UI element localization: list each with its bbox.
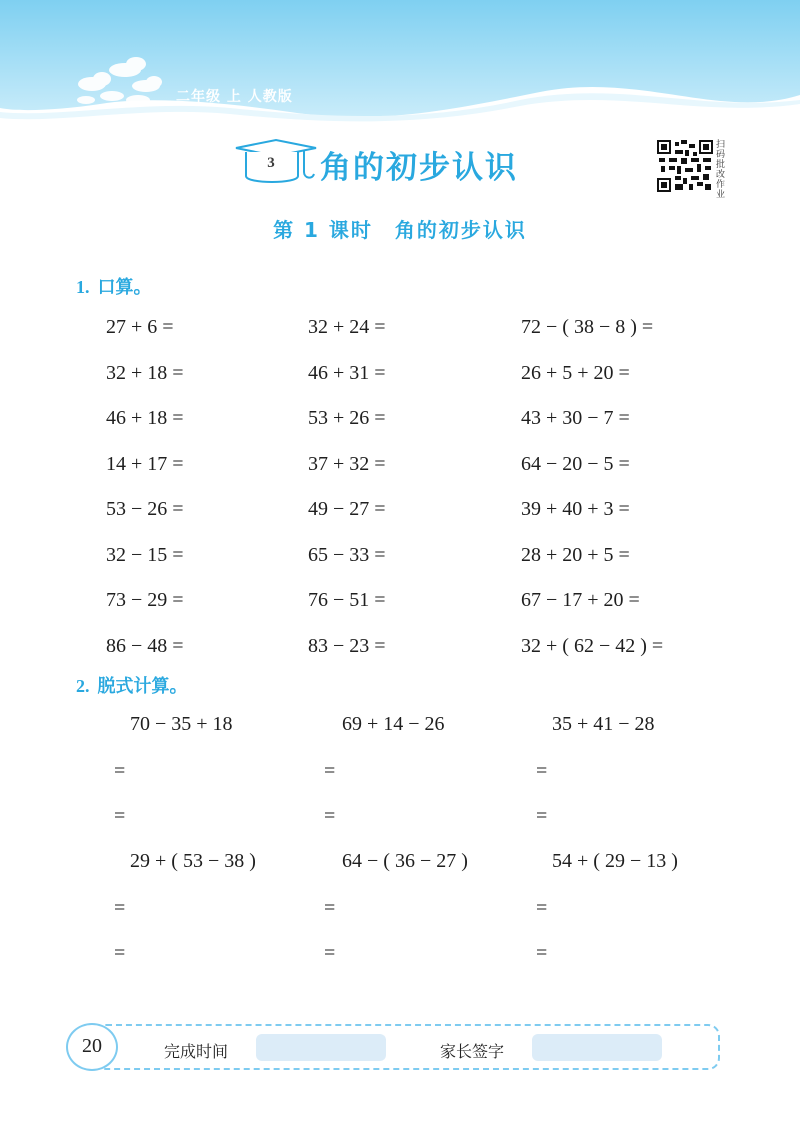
- mental-math-item: 53 − 26 =: [106, 498, 184, 520]
- header-wave-band: [0, 0, 800, 130]
- mental-math-item: 37 + 32 =: [308, 453, 386, 475]
- answer-step-line[interactable]: =: [324, 760, 336, 782]
- parent-signature-field[interactable]: [532, 1034, 662, 1061]
- mental-math-item: 28 + 20 + 5 =: [521, 544, 630, 566]
- mental-math-item: 39 + 40 + 3 =: [521, 498, 630, 520]
- parent-signature-label: 家长签字: [440, 1042, 505, 1061]
- section2-number: 2.: [76, 676, 90, 696]
- answer-step-line[interactable]: =: [536, 805, 548, 827]
- mental-math-item: 53 + 26 =: [308, 407, 386, 429]
- grade-label: 二年级 上 人教版: [176, 89, 293, 105]
- unit-title: 角的初步认识: [320, 150, 518, 186]
- mental-math-item: 14 + 17 =: [106, 453, 184, 475]
- answer-step-line[interactable]: =: [114, 897, 126, 919]
- page-number: 20: [82, 1035, 102, 1057]
- unit-number: 3: [267, 155, 275, 171]
- mental-math-item: 49 − 27 =: [308, 498, 386, 520]
- mental-math-item: 67 − 17 + 20 =: [521, 589, 640, 611]
- mental-math-item: 26 + 5 + 20 =: [521, 362, 630, 384]
- step-calc-problem: 64 − ( 36 − 27 ): [342, 850, 468, 872]
- step-calc-problem: 54 + ( 29 − 13 ): [552, 850, 678, 872]
- step-calc-problem: 70 − 35 + 18: [130, 713, 233, 735]
- mental-math-item: 86 − 48 =: [106, 635, 184, 657]
- mental-math-item: 32 + 18 =: [106, 362, 184, 384]
- mental-math-item: 65 − 33 =: [308, 544, 386, 566]
- answer-step-line[interactable]: =: [114, 805, 126, 827]
- completion-time-label: 完成时间: [164, 1042, 229, 1061]
- mental-math-item: 64 − 20 − 5 =: [521, 453, 630, 475]
- answer-step-line[interactable]: =: [324, 805, 336, 827]
- section2-title: 脱式计算。: [97, 676, 188, 697]
- answer-step-line[interactable]: =: [536, 760, 548, 782]
- answer-step-line[interactable]: =: [114, 760, 126, 782]
- answer-step-line[interactable]: =: [536, 942, 548, 964]
- mental-math-item: 32 + ( 62 − 42 ) =: [521, 635, 664, 657]
- mental-math-item: 32 − 15 =: [106, 544, 184, 566]
- mental-math-item: 76 − 51 =: [308, 589, 386, 611]
- mental-math-item: 32 + 24 =: [308, 316, 386, 338]
- section2-heading: [76, 672, 188, 698]
- completion-time-field[interactable]: [256, 1034, 386, 1061]
- answer-step-line[interactable]: =: [536, 897, 548, 919]
- section1-number: 1.: [76, 277, 90, 297]
- step-calc-problem: 29 + ( 53 − 38 ): [130, 850, 256, 872]
- section1-heading: [76, 273, 152, 299]
- mental-math-item: 27 + 6 =: [106, 316, 174, 338]
- mental-math-item: 46 + 31 =: [308, 362, 386, 384]
- answer-step-line[interactable]: =: [324, 942, 336, 964]
- answer-step-line[interactable]: =: [324, 897, 336, 919]
- answer-step-line[interactable]: =: [114, 942, 126, 964]
- lesson-title: 第 1 课时 角的初步认识: [273, 218, 527, 242]
- mental-math-item: 83 − 23 =: [308, 635, 386, 657]
- mental-math-item: 46 + 18 =: [106, 407, 184, 429]
- mental-math-item: 73 − 29 =: [106, 589, 184, 611]
- mental-math-item: 72 − ( 38 − 8 ) =: [521, 316, 654, 338]
- step-calc-problem: 69 + 14 − 26: [342, 713, 445, 735]
- qr-caption: 扫码批改作业: [716, 140, 726, 200]
- qr-code-icon[interactable]: [657, 140, 713, 192]
- section1-title: 口算。: [97, 277, 152, 298]
- step-calc-problem: 35 + 41 − 28: [552, 713, 655, 735]
- mental-math-item: 43 + 30 − 7 =: [521, 407, 630, 429]
